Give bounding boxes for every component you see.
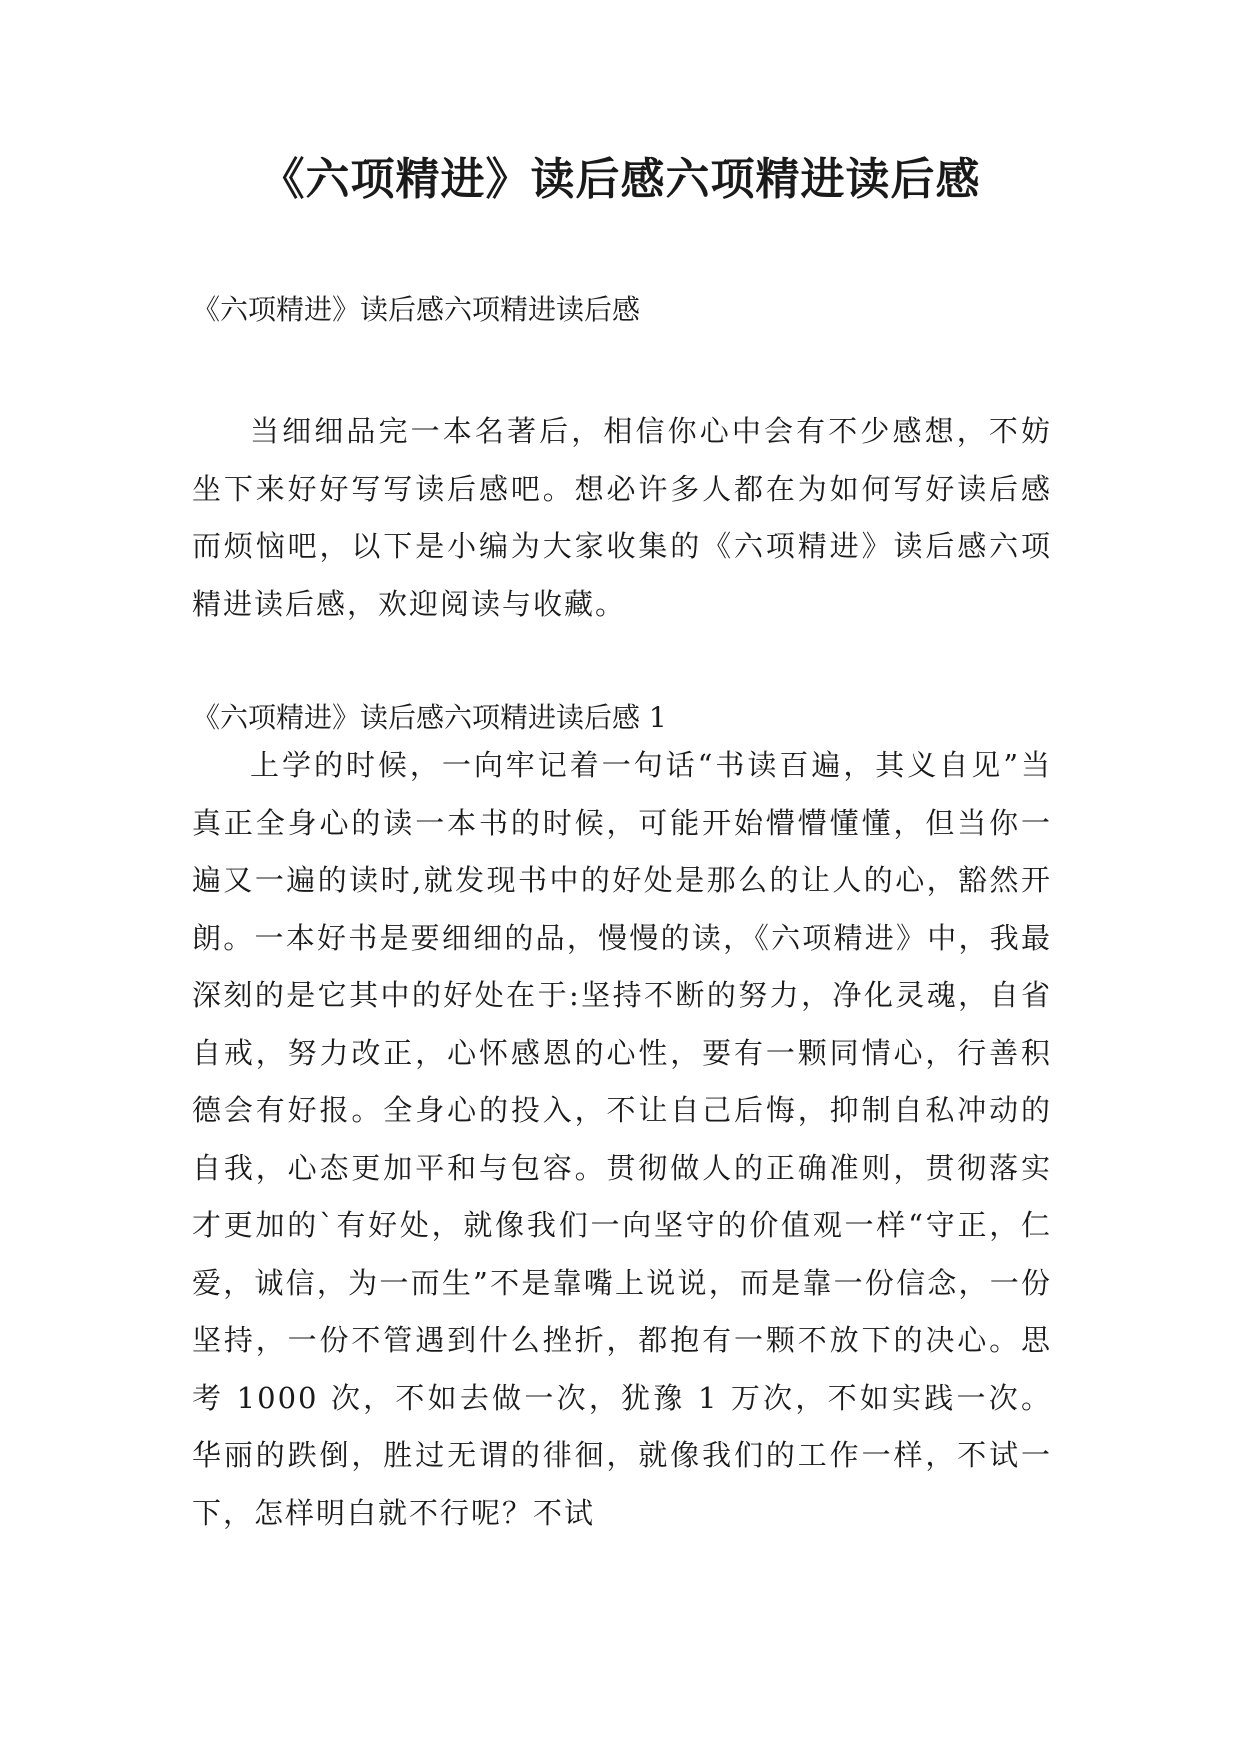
document-title: 《六项精进》读后感六项精进读后感 bbox=[260, 154, 981, 205]
document-subtitle: 《六项精进》读后感六项精进读后感 bbox=[192, 293, 641, 326]
section-heading: 《六项精进》读后感六项精进读后感 1 bbox=[192, 701, 667, 734]
intro-paragraph: 当细细品完一本名著后，相信你心中会有不少感想，不妨坐下来好好写写读后感吧。想必许多人都在为如何写好读后感而烦恼吧，以下是小编为大家收集的《六项精进》读后感六项精进读后感，欢迎阅读与收藏。 bbox=[192, 414, 1052, 621]
section-paragraph: 上学的时候，一向牢记着一句话“书读百遍，其义自见”当真正全身心的读一本书的时候，可能开始懵懵懂懂，但当你一遍又一遍的读时,就发现书中的好处是那么的让人的心，豁然开朗。一本好书是要细细的品，慢慢的读，《六项精进》中，我最深刻的是它其中的好处在于:坚持不断的努力，净化灵魂，自省自戒，努力改正，心怀感恩的心性，要有一颗同情心，行善积德会有好报。全身心的投入，不让自己后悔，抑制自私冲动的自我，心态更加平和与包容。贯彻做人的正确准则，贯彻落实才更加的`有好处，就像我们一向坚守的价值观一样“守正，仁爱，诚信，为一而生”不是靠嘴上说说，而是靠一份信念，一份坚持，一份不管遇到什么挫折，都抱有一颗不放下的决心。思考 1000 次，不如去做一次，犹豫 1 万次，不如实践一次。华丽的跌倒，胜过无谓的徘徊，就像我们的工作一样，不试一下，怎样明白就不行呢？不试 bbox=[192, 748, 1052, 1530]
